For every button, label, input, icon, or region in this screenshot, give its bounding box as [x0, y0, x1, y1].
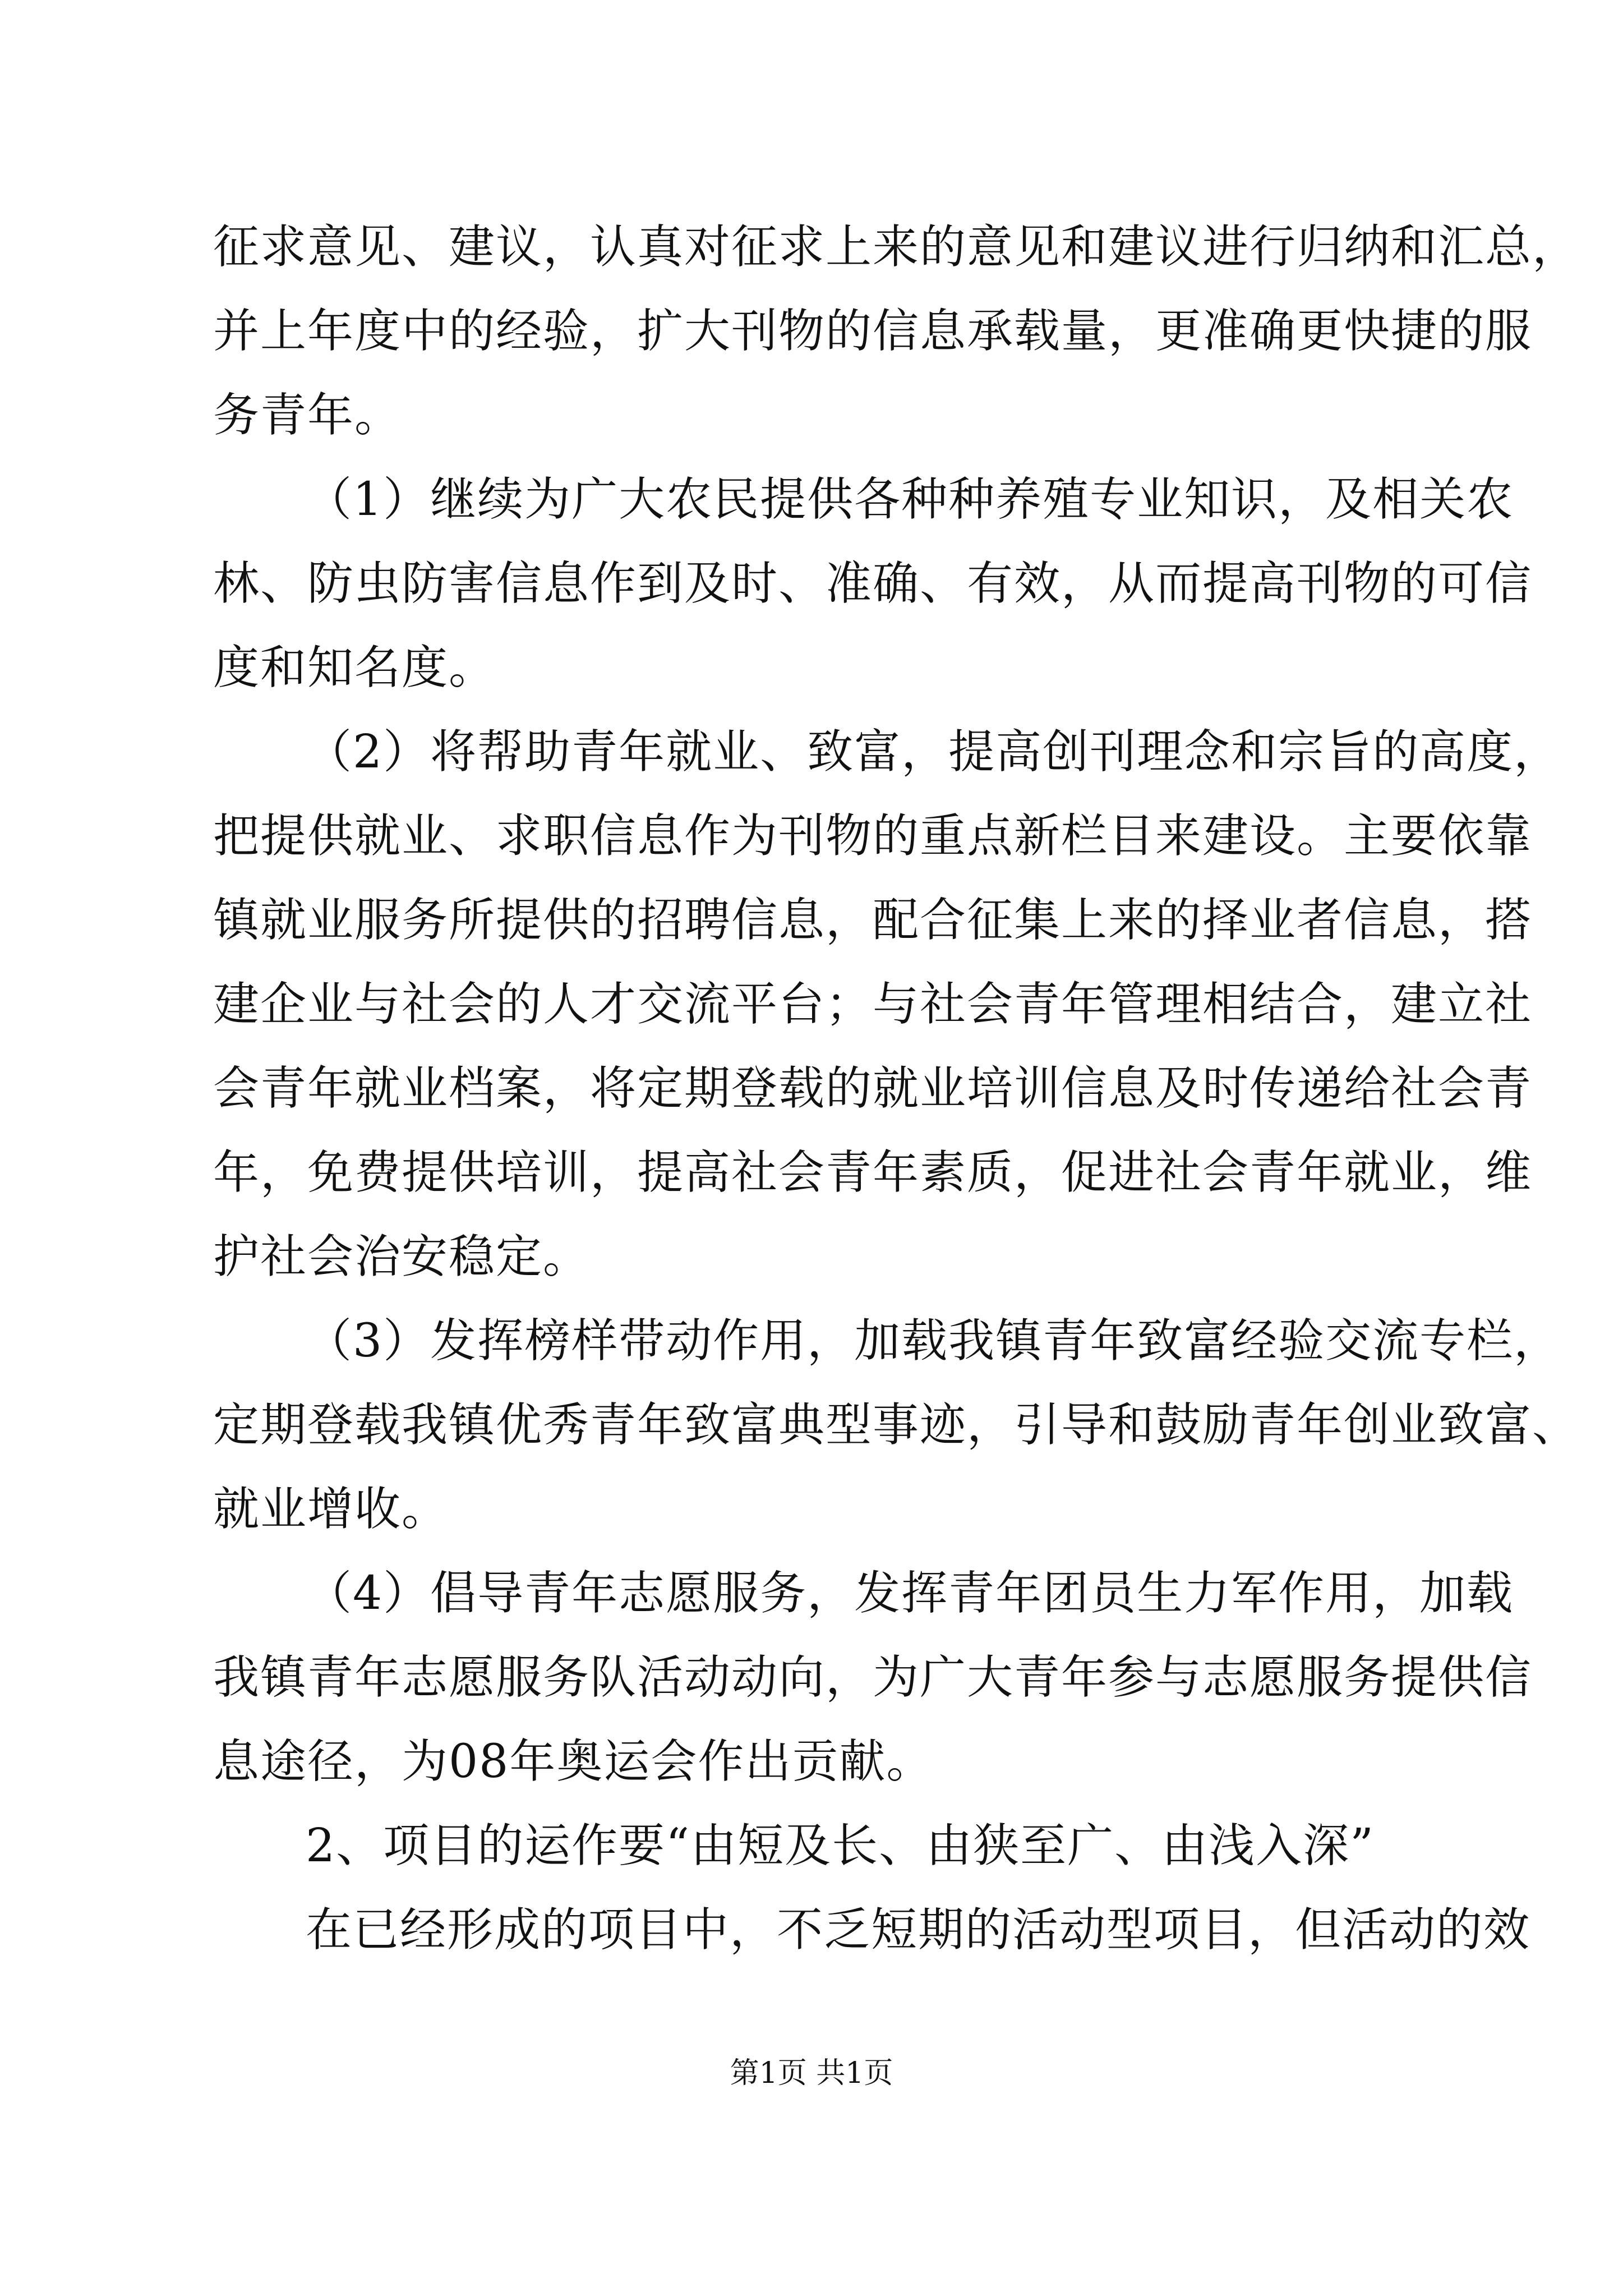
paragraph-line: 征求意见、建议，认真对征求上来的意见和建议进行归纳和汇总， — [213, 220, 1580, 274]
list-item-2-line: 护社会治安稳定。 — [213, 1230, 591, 1283]
section-heading: 2、项目的运作要“由短及长、由狭至广、由浅入深” — [306, 1819, 1375, 1872]
list-item-4-line: 息途径，为08年奥运会作出贡献。 — [213, 1735, 934, 1788]
page-footer: 第1页 共1页 — [730, 2056, 893, 2090]
list-item-2-line: 建企业与社会的人才交流平台；与社会青年管理相结合，建立社 — [213, 978, 1533, 1031]
list-item-2-line: 镇就业服务所提供的招聘信息，配合征集上来的择业者信息，搭 — [213, 894, 1533, 947]
list-item-3-line: 就业增收。 — [213, 1483, 449, 1536]
paragraph-line: 务青年。 — [213, 389, 402, 442]
list-item-4-line: 我镇青年志愿服务队活动动向，为广大青年参与志愿服务提供信 — [213, 1651, 1533, 1704]
list-item-3-line: 定期登载我镇优秀青年致富典型事迹，引导和鼓励青年创业致富、 — [213, 1398, 1580, 1452]
paragraph-line: 在已经形成的项目中，不乏短期的活动型项目，但活动的效 — [306, 1903, 1531, 1957]
list-item-2-line: 把提供就业、求职信息作为刊物的重点新栏目来建设。主要依靠 — [213, 809, 1533, 863]
list-item-2-line: 年，免费提供培训，提高社会青年素质，促进社会青年就业，维 — [213, 1146, 1533, 1199]
list-item-2-line: 会青年就业档案，将定期登载的就业培训信息及时传递给社会青 — [213, 1062, 1533, 1115]
paragraph-line: 并上年度中的经验，扩大刊物的信息承载量，更准确更快捷的服 — [213, 305, 1533, 358]
list-item-2-line: （2）将帮助青年就业、致富，提高创刊理念和宗旨的高度， — [306, 725, 1561, 779]
list-item-1-line: （1）继续为广大农民提供各种种养殖专业知识，及相关农 — [306, 473, 1514, 526]
list-item-1-line: 度和知名度。 — [213, 641, 496, 694]
list-item-1-line: 林、防虫防害信息作到及时、准确、有效，从而提高刊物的可信 — [213, 557, 1533, 610]
list-item-4-line: （4）倡导青年志愿服务，发挥青年团员生力军作用，加载 — [306, 1567, 1514, 1620]
list-item-3-line: （3）发挥榜样带动作用，加载我镇青年致富经验交流专栏， — [306, 1314, 1561, 1368]
